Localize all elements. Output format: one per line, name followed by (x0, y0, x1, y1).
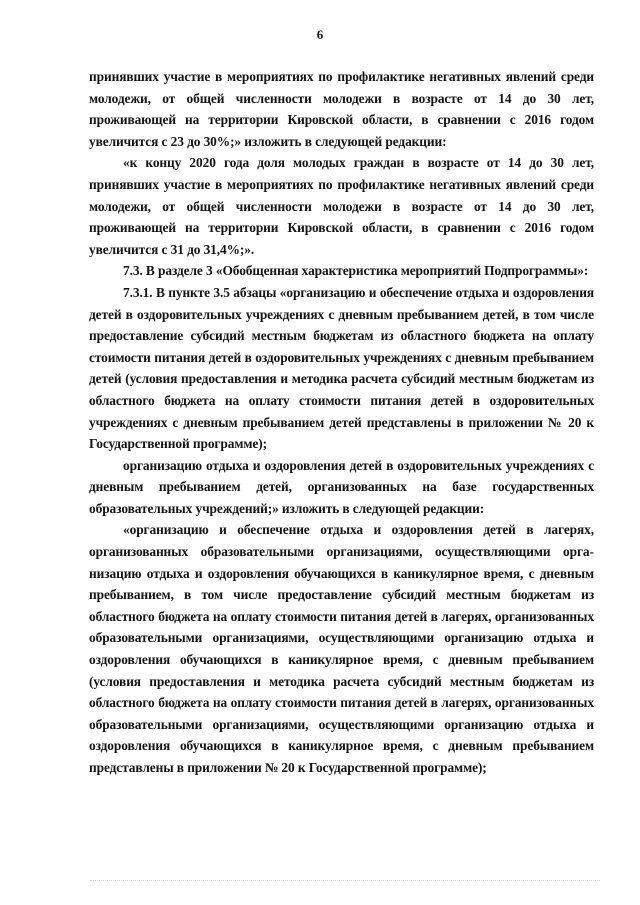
scan-artifact-divider (90, 880, 600, 883)
paragraph-new-wording: «организацию и обеспечение отдыха и оздоровления детей в лагерях, организованных образовательными организациями, осуществляющими организацию отдыха и оздоровления обучающихся в каникулярное время, с дневным пребыванием, в том числе предоставление субсидий местным бюджетам из областного бюджета на оплату стоимости питания детей в лагерях, организованных образовательными организациями, осуществляющими организацию отдыха и оздоровления обучающихся в каникулярное время, с дневным пребыванием (условия предоставления и методика расчета субсидий местным бюджетам из областного бюджета на оплату стоимости питания детей в лагерях, организованных образовательными организациями, осуществляющими организацию отдыха и оздоровления обучающихся в каникулярное время, с дневным пребыванием представлены в приложении № 20 к Государственной программе); (89, 522, 594, 775)
document-body (89, 66, 594, 779)
paragraph-continuation: принявших участие в мероприятиях по профилактике негативных явлений среди молодежи, от общей численности молодежи в возрасте от 14 до 30 лет, проживающей на территории Кировской области, в сравнении с 2016 годом увеличится с 23 до 30%;» изложить в следующей редакции: (89, 69, 594, 149)
paragraph-section-7-3: 7.3. В разделе 3 «Обобщенная характеристика мероприятий Подпрограммы»: (123, 263, 589, 279)
paragraph-old-wording: организацию отдыха и оздоровления детей в оздоровительных учреждениях с дневным пребыванием детей, организованных на базе государственных образовательных учреждений;» изложить в следующей редакции: (89, 457, 594, 516)
paragraph-7-3-1: 7.3.1. В пункте 3.5 абзацы «организацию и обеспечение отдыха и оздоровления детей в оздоровительных учреждениях с дневным пребыванием детей, в том числе предоставление субсидий местным бюджетам из областного бюджета на оплату стоимости питания детей в оздоровительных учреждениях с дневным пребыванием детей (условия предоставления и методика расчета субсидий местным бюджетам из областного бюджета на оплату стоимости питания детей в оздоровительных учреждениях с дневным пребыванием детей представлены в приложении № 20 к Государственной программе); (89, 284, 594, 452)
paragraph-new-wording-target: «к концу 2020 года доля молодых граждан в возрасте от 14 до 30 лет, принявших участие в мероприятиях по профилактике негативных явлений среди молодежи, от общей численности молодежи в возрасте от 14 до 30 лет, проживающей на территории Кировской области, в сравнении с 2016 годом увеличится с 31 до 31,4%;». (89, 155, 594, 257)
page-number: 6 (316, 27, 324, 42)
